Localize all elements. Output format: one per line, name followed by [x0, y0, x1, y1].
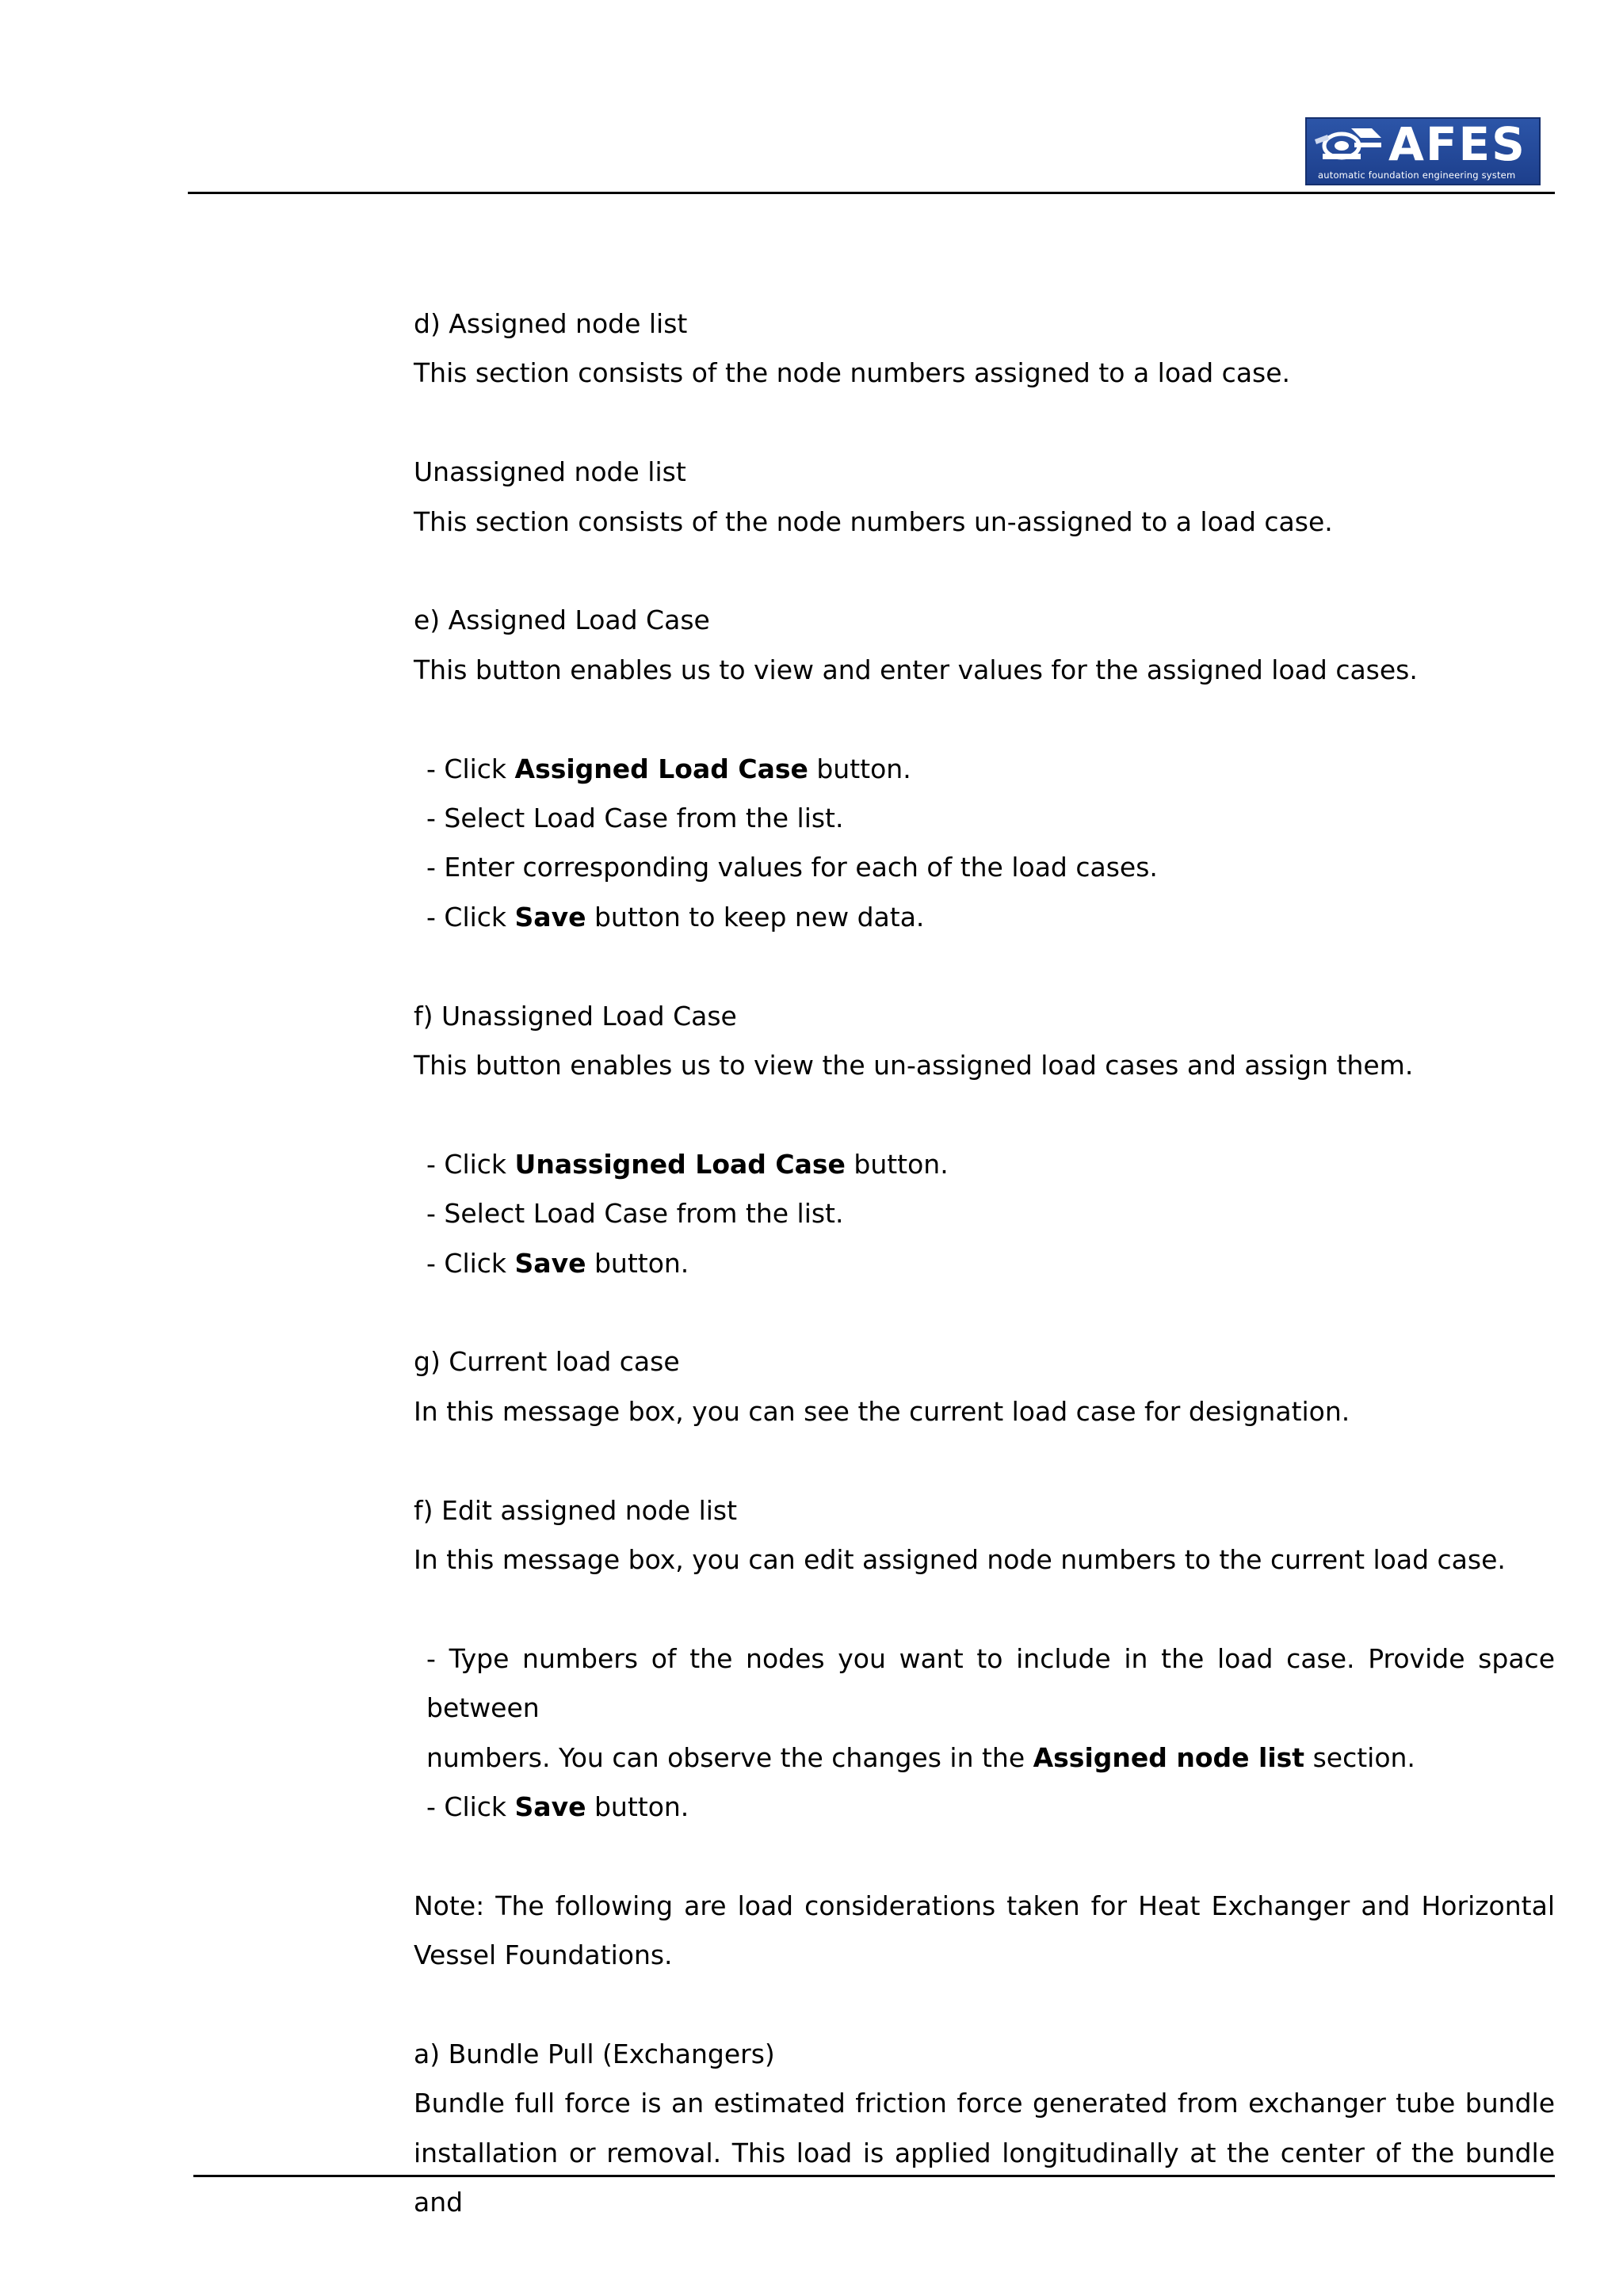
f2-step-1-line-2: numbers. You can observe the changes in the Assigned node list section.: [426, 1741, 1415, 1773]
section-e-title: e) Assigned Load Case: [414, 605, 710, 636]
section-a-title: a) Bundle Pull (Exchangers): [414, 2039, 775, 2070]
section-f2-description: In this message box, you can edit assigned node numbers to the current load case.: [414, 1544, 1506, 1576]
section-f-title: f) Unassigned Load Case: [414, 1000, 737, 1032]
f-step-2: - Select Load Case from the list.: [426, 1198, 844, 1230]
section-f2-title: f) Edit assigned node list: [414, 1494, 738, 1526]
header-divider: [188, 192, 1555, 194]
f-step-3: - Click Save button.: [426, 1247, 689, 1279]
section-d-title: d) Assigned node list: [414, 308, 688, 339]
note-paragraph: Note: The following are load considerations taken for Heat Exchanger and Horizontal Vessel Foundations.: [414, 1890, 1555, 1971]
f2-step-2: - Click Save button.: [426, 1791, 689, 1823]
unassigned-description: This section consists of the node numbers un-assigned to a load case.: [414, 505, 1333, 537]
foundation-gear-icon: [1307, 119, 1402, 170]
unassigned-title: Unassigned node list: [414, 456, 686, 488]
logo-wordmark: AFES: [1388, 117, 1526, 171]
e-step-3: - Enter corresponding values for each of the load cases.: [426, 852, 1158, 883]
e-step-4: - Click Save button to keep new data.: [426, 901, 925, 933]
section-e-description: This button enables us to view and enter values for the assigned load cases.: [414, 654, 1418, 685]
section-g-title: g) Current load case: [414, 1346, 680, 1378]
f2-step-1-line-1: - Type numbers of the nodes you want to include in the load case. Provide space between: [426, 1642, 1555, 1724]
section-a-description: Bundle full force is an estimated friction force generated from exchanger tube bundle installation or removal. This load is applied longitudinally at the center of the bundle and: [414, 2088, 1555, 2218]
footer-divider: [193, 2175, 1555, 2177]
e-step-2: - Select Load Case from the list.: [426, 803, 844, 834]
e-step-1: - Click Assigned Load Case button.: [426, 753, 911, 784]
section-g-description: In this message box, you can see the current load case for designation.: [414, 1395, 1350, 1427]
logo-tagline: automatic foundation engineering system: [1318, 170, 1516, 181]
document-body: [414, 299, 1555, 2228]
section-f-description: This button enables us to view the un-assigned load cases and assign them.: [414, 1050, 1414, 1081]
afes-logo: [1305, 117, 1541, 185]
f-step-1: - Click Unassigned Load Case button.: [426, 1148, 949, 1180]
section-d-description: This section consists of the node numbers assigned to a load case.: [414, 357, 1291, 389]
